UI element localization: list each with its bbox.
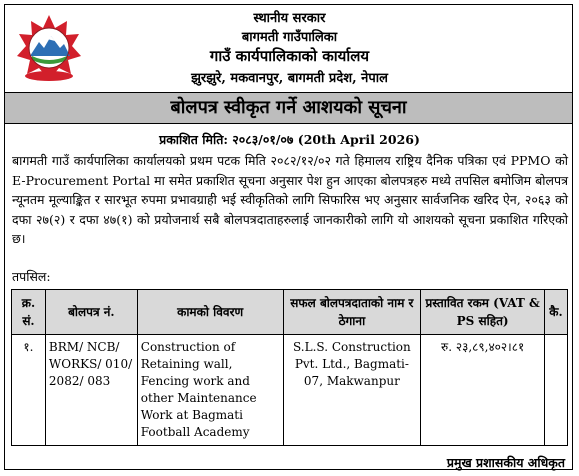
header-office-name: गाउँ कार्यपालिकाको कार्यालय bbox=[209, 47, 370, 65]
cell-work: Construction of Retaining wall, Fencing work and other Maintenance Work at Bagmati Football Academy bbox=[137, 335, 283, 446]
signature-title: प्रमुख प्रशासकीय अधिकृत bbox=[446, 455, 565, 470]
notice-paragraph: बागमती गाउँ कार्यपालिका कार्यालयको प्रथम पटक मिति २०८२/१२/०२ गते हिमालय राष्ट्रिय दैनिक पत्रिका एवं PPMO को E-Procurement Portal मा समेत प्रकाशित सूचना अनुसार पेश हुन आएका बोलपत्रहरु मध्ये तपसिल बमोजिम बोलपत्र न्यूनतम मूल्याङ्कित र सारभूत रुपमा प्रभावग्राही भई स्वीकृतिको लागि सिफारिस भए अनुसार सार्वजनिक खरिद ऐन, २०६३ को दफा २७(२) र दफा ४७(१) को प्रयोजनार्थ सबै बोलपत्रदाताहरुलाई जानकारीको लागि यो आशयको सूचना प्रकाशित गरिएको छ। bbox=[12, 153, 568, 247]
table-header-row bbox=[12, 290, 568, 335]
col-header-remarks: कै. bbox=[544, 290, 567, 335]
table-row bbox=[12, 335, 568, 446]
cell-bidder: S.L.S. Construction Pvt. Ltd., Bagmati-07, Makwanpur bbox=[283, 335, 421, 446]
cell-sn: १. bbox=[12, 335, 46, 446]
col-header-bidder: सफल बोलपत्रदाताको नाम र ठेगाना bbox=[283, 290, 421, 335]
header-line-1: स्थानीय सरकार bbox=[253, 11, 326, 26]
cell-remarks bbox=[544, 335, 567, 446]
notice-title-banner: बोलपत्र स्वीकृत गर्ने आशयको सूचना bbox=[5, 92, 572, 124]
cell-bid-no: BRM/ NCB/ WORKS/ 010/ 2082/ 083 bbox=[45, 335, 137, 446]
award-table bbox=[11, 289, 568, 446]
col-header-bid-no: बोलपत्र नं. bbox=[45, 290, 137, 335]
col-header-sn: क्र. सं. bbox=[12, 290, 46, 335]
publish-date: प्रकाशित मिति: २०८३/०१/०७ (20th April 2026) bbox=[159, 132, 420, 147]
col-header-work: कामको विवरण bbox=[137, 290, 283, 335]
notice-body bbox=[12, 151, 568, 249]
header-address: झुरझुरे, मकवानपुर, बागमती प्रदेश, नेपाल bbox=[191, 71, 388, 86]
header-line-2: बागमती गाउँपालिका bbox=[241, 30, 338, 45]
details-subheading: तपसिल: bbox=[12, 269, 51, 284]
cell-amount: रु. २३,८९,४०२।८१ bbox=[421, 335, 545, 446]
col-header-amount: प्रस्तावित रकम (VAT & PS सहित) bbox=[421, 290, 545, 335]
